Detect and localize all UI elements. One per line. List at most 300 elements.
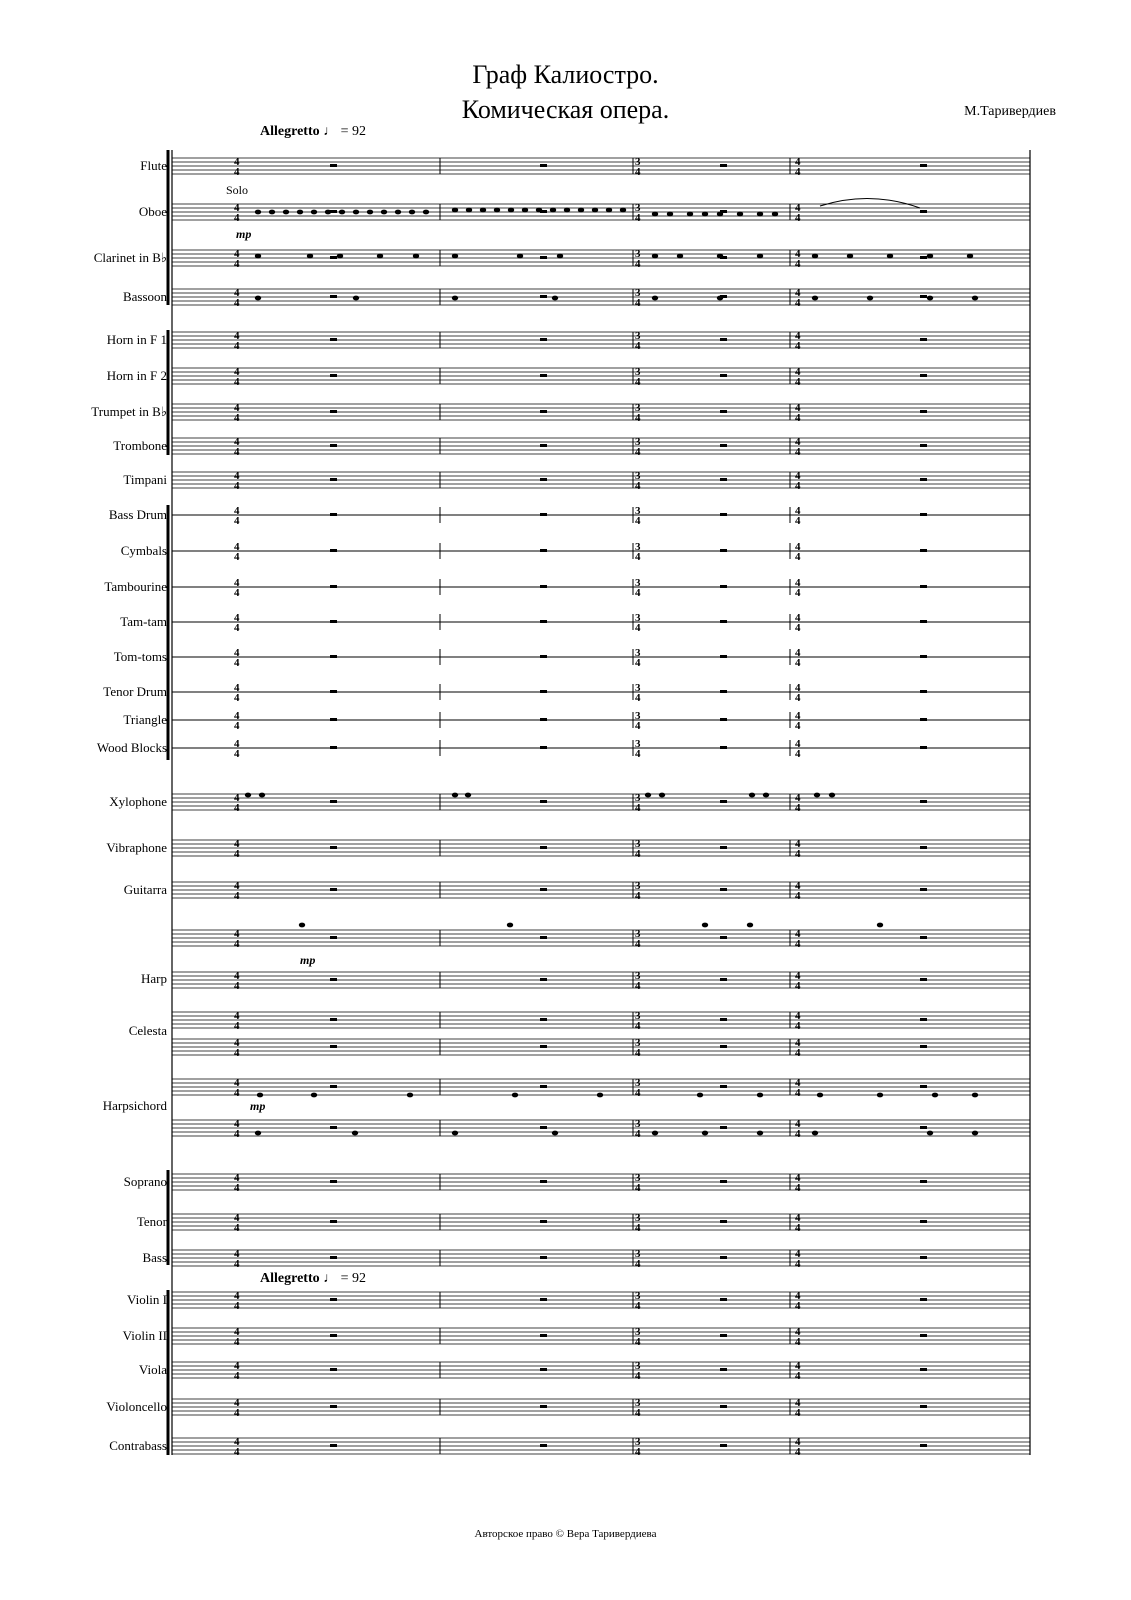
time-signature-denominator: 4 [635, 480, 641, 492]
time-signature-numerator: 3 [635, 1248, 641, 1260]
whole-rest [540, 690, 547, 693]
whole-rest [920, 585, 927, 588]
time-signature-numerator: 4 [795, 612, 801, 624]
time-signature-denominator: 4 [795, 212, 801, 224]
whole-rest [330, 1180, 337, 1183]
xylophone-note [659, 793, 665, 798]
time-signature-numerator: 4 [795, 1326, 801, 1338]
time-signature-numerator: 3 [635, 202, 641, 214]
time-signature-numerator: 4 [795, 505, 801, 517]
time-signature-denominator: 4 [635, 166, 641, 178]
clarinet-note [967, 254, 973, 259]
whole-rest [720, 746, 727, 749]
clarinet-note [717, 254, 723, 259]
whole-rest [720, 1368, 727, 1371]
time-signature-numerator: 3 [635, 792, 641, 804]
whole-rest [540, 1298, 547, 1301]
tempo-value: = 92 [340, 1271, 367, 1286]
harpsichord-note [407, 1093, 413, 1098]
whole-rest [540, 888, 547, 891]
whole-rest [540, 1045, 547, 1048]
time-signature-denominator: 4 [234, 258, 240, 270]
whole-rest [540, 256, 547, 259]
time-signature-denominator: 4 [234, 412, 240, 424]
whole-rest [540, 478, 547, 481]
time-signature-denominator: 4 [795, 1182, 801, 1194]
time-signature-numerator: 3 [635, 1326, 641, 1338]
instrument-label: Trombone [113, 438, 167, 453]
instrument-label: Horn in F 1 [106, 332, 167, 347]
time-signature-denominator: 4 [795, 1336, 801, 1348]
time-signature-denominator: 4 [635, 720, 641, 732]
tempo-value: = 92 [340, 124, 367, 139]
whole-rest [540, 410, 547, 413]
time-signature-numerator: 3 [635, 682, 641, 694]
clarinet-note [517, 254, 523, 259]
time-signature-numerator: 4 [795, 1118, 801, 1130]
whole-rest [720, 846, 727, 849]
time-signature-denominator: 4 [795, 657, 801, 669]
whole-rest [920, 800, 927, 803]
whole-rest [540, 374, 547, 377]
xylophone-note [814, 793, 820, 798]
time-signature-denominator: 4 [795, 802, 801, 814]
whole-rest [330, 1368, 337, 1371]
time-signature-denominator: 4 [795, 166, 801, 178]
harpsichord-note [697, 1093, 703, 1098]
copyright-footer: Авторское право © Вера Таривердиева [474, 1528, 657, 1540]
bassoon-note [452, 296, 458, 301]
time-signature-denominator: 4 [795, 692, 801, 704]
time-signature-numerator: 3 [635, 287, 641, 299]
whole-rest [920, 746, 927, 749]
clarinet-note [255, 254, 261, 259]
time-signature-numerator: 4 [795, 647, 801, 659]
whole-rest [330, 846, 337, 849]
time-signature-denominator: 4 [234, 1258, 240, 1270]
whole-rest [330, 718, 337, 721]
time-signature-denominator: 4 [234, 938, 240, 950]
time-signature-denominator: 4 [795, 258, 801, 270]
time-signature-denominator: 4 [635, 1370, 641, 1382]
instrument-label: Violoncello [106, 1399, 167, 1414]
time-signature-denominator: 4 [795, 1047, 801, 1059]
time-signature-denominator: 4 [234, 1446, 240, 1458]
time-signature-numerator: 4 [795, 330, 801, 342]
harpsichord-note [311, 1093, 317, 1098]
harpsichord-bass-note [652, 1131, 658, 1136]
oboe-note [353, 210, 359, 215]
whole-rest [540, 1018, 547, 1021]
whole-rest [540, 655, 547, 658]
oboe-note [578, 208, 584, 213]
bassoon-note [652, 296, 658, 301]
whole-rest [720, 1444, 727, 1447]
time-signature-denominator: 4 [795, 1370, 801, 1382]
whole-rest [720, 478, 727, 481]
instrument-label: Trumpet in B♭ [91, 404, 167, 419]
time-signature-denominator: 4 [795, 980, 801, 992]
whole-rest [720, 374, 727, 377]
time-signature-denominator: 4 [795, 748, 801, 760]
whole-rest [330, 1085, 337, 1088]
clarinet-note [757, 254, 763, 259]
time-signature-denominator: 4 [234, 890, 240, 902]
whole-rest [330, 1045, 337, 1048]
time-signature-numerator: 3 [635, 1436, 641, 1448]
time-signature-numerator: 4 [234, 880, 240, 892]
time-signature-numerator: 4 [234, 505, 240, 517]
time-signature-denominator: 4 [795, 412, 801, 424]
time-signature-numerator: 4 [234, 838, 240, 850]
clarinet-note [452, 254, 458, 259]
whole-rest [920, 1368, 927, 1371]
time-signature-denominator: 4 [234, 1128, 240, 1140]
time-signature-numerator: 3 [635, 470, 641, 482]
time-signature-numerator: 4 [795, 366, 801, 378]
time-signature-numerator: 4 [795, 156, 801, 168]
oboe-note [480, 208, 486, 213]
oboe-note [757, 212, 763, 217]
bassoon-note [972, 296, 978, 301]
oboe-note [508, 208, 514, 213]
whole-rest [720, 513, 727, 516]
whole-rest [540, 513, 547, 516]
time-signature-numerator: 4 [234, 402, 240, 414]
whole-rest [920, 690, 927, 693]
time-signature-denominator: 4 [795, 1258, 801, 1270]
time-signature-numerator: 4 [795, 738, 801, 750]
time-signature-denominator: 4 [795, 938, 801, 950]
whole-rest [920, 338, 927, 341]
time-signature-denominator: 4 [795, 1087, 801, 1099]
whole-rest [920, 1220, 927, 1223]
time-signature-denominator: 4 [635, 1258, 641, 1270]
time-signature-numerator: 4 [234, 612, 240, 624]
time-signature-denominator: 4 [234, 1370, 240, 1382]
oboe-note [395, 210, 401, 215]
clarinet-note [557, 254, 563, 259]
time-signature-numerator: 4 [234, 1290, 240, 1302]
time-signature-denominator: 4 [635, 802, 641, 814]
time-signature-denominator: 4 [234, 376, 240, 388]
whole-rest [330, 655, 337, 658]
whole-rest [920, 210, 927, 213]
whole-rest [920, 164, 927, 167]
whole-rest [540, 620, 547, 623]
whole-rest [920, 1405, 927, 1408]
time-signature-denominator: 4 [795, 890, 801, 902]
time-signature-denominator: 4 [635, 1047, 641, 1059]
xylophone-note [465, 793, 471, 798]
time-signature-denominator: 4 [635, 1182, 641, 1194]
time-signature-numerator: 4 [795, 682, 801, 694]
oboe-note [592, 208, 598, 213]
time-signature-numerator: 4 [795, 792, 801, 804]
whole-rest [920, 513, 927, 516]
time-signature-denominator: 4 [635, 551, 641, 563]
time-signature-denominator: 4 [234, 1336, 240, 1348]
time-signature-numerator: 4 [234, 1172, 240, 1184]
whole-rest [920, 1334, 927, 1337]
whole-rest [330, 800, 337, 803]
time-signature-numerator: 4 [234, 541, 240, 553]
whole-rest [720, 936, 727, 939]
xylophone-note [749, 793, 755, 798]
whole-rest [540, 1085, 547, 1088]
harpsichord-bass-note [927, 1131, 933, 1136]
time-signature-denominator: 4 [234, 1300, 240, 1312]
instrument-label: Tenor [136, 1214, 167, 1229]
whole-rest [720, 978, 727, 981]
time-signature-numerator: 3 [635, 1212, 641, 1224]
xylophone-note [259, 793, 265, 798]
xylophone-note [763, 793, 769, 798]
time-signature-numerator: 4 [234, 577, 240, 589]
whole-rest [330, 1444, 337, 1447]
instrument-label: Viola [138, 1362, 167, 1377]
harpsichord-bass-note [757, 1131, 763, 1136]
time-signature-denominator: 4 [795, 376, 801, 388]
clarinet-note [847, 254, 853, 259]
clarinet-note [887, 254, 893, 259]
tempo-marking-strings: Allegretto ♩ = 92 [260, 1271, 367, 1286]
time-signature-denominator: 4 [795, 587, 801, 599]
whole-rest [330, 478, 337, 481]
whole-rest [330, 746, 337, 749]
oboe-note [409, 210, 415, 215]
time-signature-numerator: 4 [795, 470, 801, 482]
time-signature-denominator: 4 [795, 720, 801, 732]
time-signature-numerator: 4 [234, 1397, 240, 1409]
instrument-label: Harp [141, 971, 167, 986]
oboe-note [297, 210, 303, 215]
whole-rest [720, 1180, 727, 1183]
time-signature-numerator: 4 [795, 436, 801, 448]
oboe-note [536, 208, 542, 213]
oboe-note [717, 212, 723, 217]
dynamic-marking: mp [236, 227, 252, 241]
whole-rest [540, 164, 547, 167]
whole-rest [330, 888, 337, 891]
whole-rest [330, 295, 337, 298]
time-signature-numerator: 4 [234, 682, 240, 694]
composer-name: М.Таривердиев [964, 104, 1056, 119]
oboe-note [606, 208, 612, 213]
whole-rest [330, 374, 337, 377]
whole-rest [720, 620, 727, 623]
harpsichord-bass-note [972, 1131, 978, 1136]
time-signature-denominator: 4 [635, 848, 641, 860]
bassoon-note [353, 296, 359, 301]
time-signature-numerator: 3 [635, 577, 641, 589]
whole-rest [920, 1045, 927, 1048]
time-signature-denominator: 4 [635, 258, 641, 270]
time-signature-numerator: 4 [234, 1010, 240, 1022]
time-signature-numerator: 3 [635, 880, 641, 892]
time-signature-numerator: 4 [234, 647, 240, 659]
time-signature-denominator: 4 [795, 340, 801, 352]
whole-rest [920, 1444, 927, 1447]
instrument-label: Celesta [128, 1023, 167, 1038]
oboe-note [522, 208, 528, 213]
clarinet-note [927, 254, 933, 259]
time-signature-denominator: 4 [234, 692, 240, 704]
whole-rest [720, 1220, 727, 1223]
instrument-label: Cymbals [120, 543, 167, 558]
whole-rest [540, 846, 547, 849]
oboe-note [494, 208, 500, 213]
time-signature-numerator: 3 [635, 838, 641, 850]
time-signature-denominator: 4 [234, 622, 240, 634]
time-signature-numerator: 4 [795, 1436, 801, 1448]
time-signature-denominator: 4 [635, 748, 641, 760]
time-signature-denominator: 4 [234, 551, 240, 563]
whole-rest [540, 746, 547, 749]
harp-note [507, 923, 513, 928]
whole-rest [920, 549, 927, 552]
harpsichord-note [877, 1093, 883, 1098]
instrument-label: Timpani [123, 472, 167, 487]
harpsichord-bass-note [352, 1131, 358, 1136]
whole-rest [330, 936, 337, 939]
time-signature-numerator: 4 [234, 1077, 240, 1089]
time-signature-numerator: 4 [234, 1212, 240, 1224]
instrument-label: Guitarra [123, 882, 167, 897]
whole-rest [720, 888, 727, 891]
time-signature-numerator: 4 [234, 1118, 240, 1130]
time-signature-denominator: 4 [234, 1020, 240, 1032]
oboe-note [466, 208, 472, 213]
time-signature-numerator: 3 [635, 1397, 641, 1409]
instrument-label: Bass [142, 1250, 167, 1265]
xylophone-note [245, 793, 251, 798]
whole-rest [920, 846, 927, 849]
oboe-note [667, 212, 673, 217]
time-signature-denominator: 4 [795, 297, 801, 309]
time-signature-numerator: 4 [234, 928, 240, 940]
harpsichord-note [932, 1093, 938, 1098]
time-signature-denominator: 4 [635, 297, 641, 309]
harpsichord-note [757, 1093, 763, 1098]
time-signature-numerator: 4 [234, 330, 240, 342]
time-signature-denominator: 4 [635, 1020, 641, 1032]
time-signature-denominator: 4 [635, 515, 641, 527]
whole-rest [330, 1298, 337, 1301]
whole-rest [540, 936, 547, 939]
time-signature-denominator: 4 [234, 980, 240, 992]
time-signature-denominator: 4 [795, 1446, 801, 1458]
whole-rest [330, 690, 337, 693]
instrument-label: Clarinet in B♭ [93, 250, 167, 265]
instrument-label: Tambourine [104, 579, 167, 594]
time-signature-denominator: 4 [795, 1128, 801, 1140]
whole-rest [540, 1368, 547, 1371]
time-signature-denominator: 4 [234, 212, 240, 224]
time-signature-denominator: 4 [635, 938, 641, 950]
whole-rest [920, 478, 927, 481]
whole-rest [540, 1180, 547, 1183]
instrument-label: Tam-tam [120, 614, 167, 629]
time-signature-denominator: 4 [635, 692, 641, 704]
time-signature-numerator: 4 [795, 1360, 801, 1372]
time-signature-numerator: 4 [234, 1326, 240, 1338]
oboe-note [564, 208, 570, 213]
time-signature-numerator: 4 [795, 838, 801, 850]
bassoon-note [255, 296, 261, 301]
whole-rest [920, 978, 927, 981]
harpsichord-note [257, 1093, 263, 1098]
instrument-label: Tenor Drum [103, 684, 167, 699]
time-signature-numerator: 3 [635, 1118, 641, 1130]
oboe-note [283, 210, 289, 215]
title-line-2: Комическая опера. [461, 95, 670, 124]
oboe-note [339, 210, 345, 215]
time-signature-denominator: 4 [234, 515, 240, 527]
whole-rest [540, 295, 547, 298]
time-signature-numerator: 4 [234, 470, 240, 482]
oboe-note [620, 208, 626, 213]
time-signature-numerator: 4 [795, 710, 801, 722]
bassoon-note [927, 296, 933, 301]
whole-rest [720, 585, 727, 588]
oboe-note [423, 210, 429, 215]
whole-rest [920, 374, 927, 377]
title-line-1: Граф Калиостро. [472, 60, 659, 89]
whole-rest [720, 655, 727, 658]
time-signature-denominator: 4 [234, 1182, 240, 1194]
whole-rest [330, 620, 337, 623]
time-signature-numerator: 4 [795, 1397, 801, 1409]
whole-rest [920, 444, 927, 447]
time-signature-denominator: 4 [795, 1407, 801, 1419]
time-signature-numerator: 4 [234, 202, 240, 214]
xylophone-note [452, 793, 458, 798]
time-signature-denominator: 4 [635, 1087, 641, 1099]
time-signature-numerator: 3 [635, 710, 641, 722]
time-signature-denominator: 4 [234, 1222, 240, 1234]
whole-rest [920, 620, 927, 623]
time-signature-numerator: 3 [635, 1360, 641, 1372]
solo-marking: Solo [226, 183, 249, 197]
time-signature-numerator: 3 [635, 541, 641, 553]
time-signature-numerator: 4 [795, 1248, 801, 1260]
time-signature-numerator: 4 [795, 1172, 801, 1184]
time-signature-numerator: 4 [795, 928, 801, 940]
whole-rest [330, 410, 337, 413]
time-signature-denominator: 4 [635, 412, 641, 424]
whole-rest [720, 1126, 727, 1129]
time-signature-denominator: 4 [795, 1222, 801, 1234]
whole-rest [540, 800, 547, 803]
time-signature-numerator: 4 [234, 738, 240, 750]
whole-rest [720, 1405, 727, 1408]
instrument-label: Soprano [123, 1174, 167, 1189]
whole-rest [920, 936, 927, 939]
time-signature-numerator: 3 [635, 1077, 641, 1089]
time-signature-numerator: 4 [795, 970, 801, 982]
whole-rest [540, 1256, 547, 1259]
time-signature-numerator: 4 [234, 710, 240, 722]
oboe-slur [820, 198, 920, 208]
clarinet-note [812, 254, 818, 259]
oboe-note [325, 210, 331, 215]
time-signature-denominator: 4 [234, 297, 240, 309]
time-signature-denominator: 4 [635, 1407, 641, 1419]
whole-rest [330, 585, 337, 588]
time-signature-denominator: 4 [234, 480, 240, 492]
whole-rest [540, 444, 547, 447]
